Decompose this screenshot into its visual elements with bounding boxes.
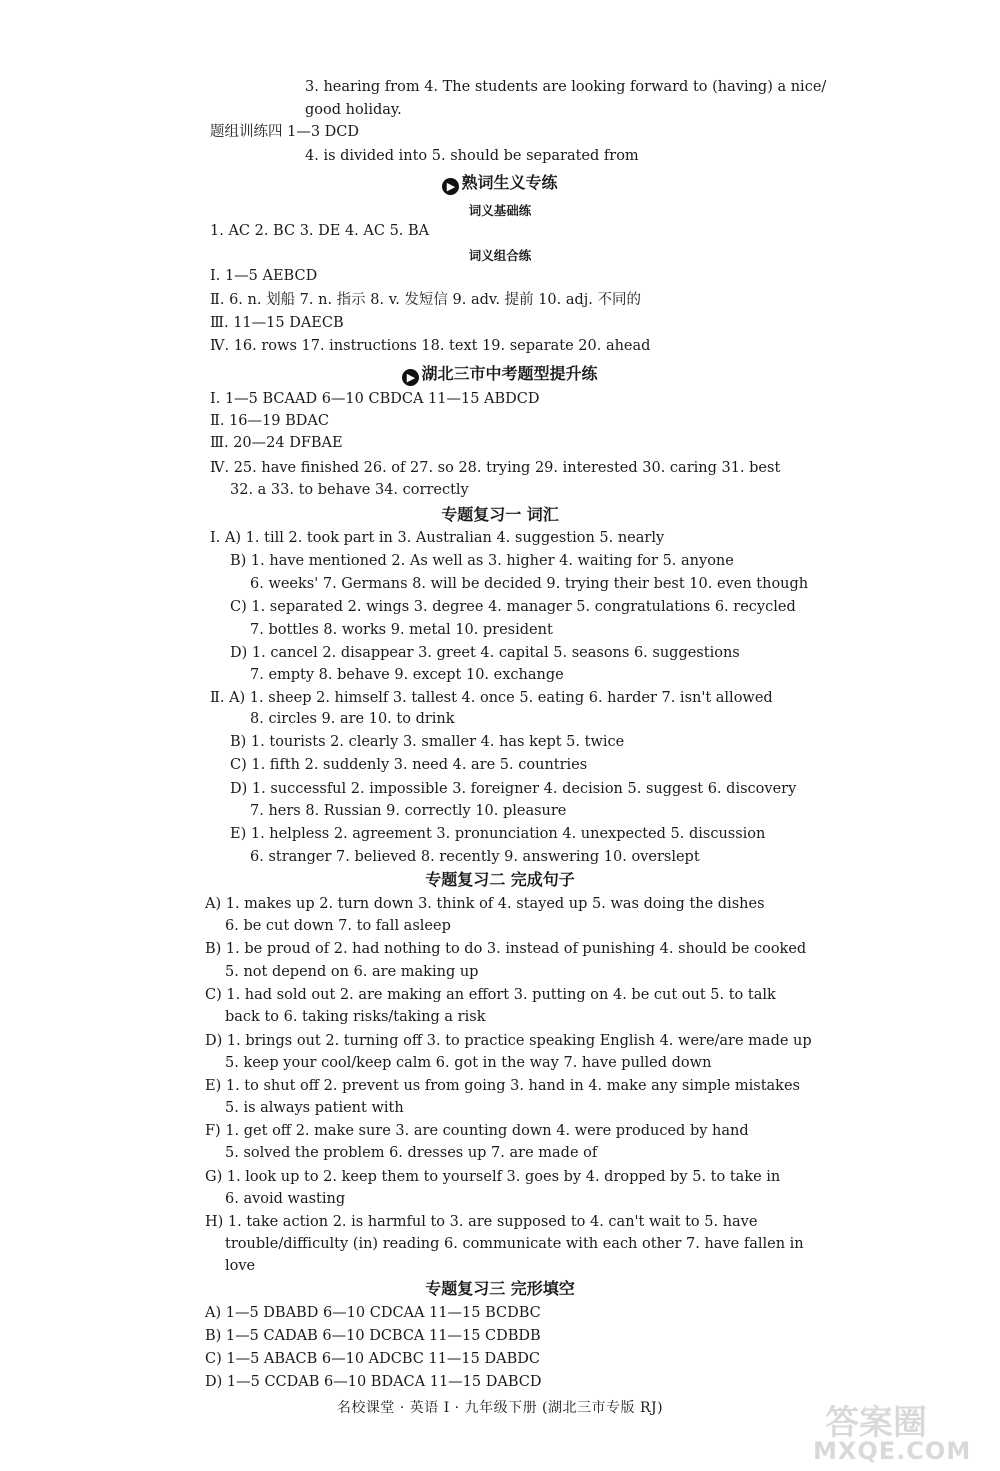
- answer-line: Ⅲ. 11—15 DAECB: [210, 315, 344, 331]
- answer-line: 题组训练四 1—3 DCD: [210, 124, 360, 140]
- answer-line: G) 1. look up to 2. keep them to yourself 3. goes by 4. dropped by 5. to take in: [205, 1169, 781, 1185]
- answer-line: C) 1—5 ABACB 6—10 ADCBC 11—15 DABDC: [205, 1351, 540, 1367]
- section-heading-text: 词义组合练: [468, 248, 532, 263]
- answer-line: 4. is divided into 5. should be separated from: [305, 148, 639, 164]
- answer-line: C) 1. separated 2. wings 3. degree 4. manager 5. congratulations 6. recycled: [230, 599, 796, 615]
- answer-line: D) 1—5 CCDAB 6—10 BDACA 11—15 DABCD: [205, 1374, 542, 1390]
- answer-line: D) 1. successful 2. impossible 3. foreigner 4. decision 5. suggest 6. discovery: [230, 781, 797, 797]
- answer-line: Ⅰ. 1—5 AEBCD: [210, 268, 318, 284]
- section-heading-text: 词义基础练: [468, 203, 532, 218]
- answer-line: Ⅱ. 16—19 BDAC: [210, 413, 329, 429]
- section-heading: [0, 201, 1000, 221]
- play-arrow-icon: ▶: [402, 369, 419, 386]
- answer-line: Ⅰ. A) 1. till 2. took part in 3. Australian 4. suggestion 5. nearly: [210, 530, 665, 546]
- answer-line: Ⅲ. 20—24 DFBAE: [210, 435, 343, 451]
- answer-line: Ⅳ. 25. have finished 26. of 27. so 28. trying 29. interested 30. caring 31. best: [210, 460, 781, 476]
- answer-line: 1. AC 2. BC 3. DE 4. AC 5. BA: [210, 223, 430, 239]
- answer-line: 7. empty 8. behave 9. except 10. exchange: [250, 667, 564, 683]
- section-heading: [0, 361, 1000, 387]
- section-heading-text: 湖北三市中考题型提升练: [421, 364, 598, 383]
- answer-line: good holiday.: [305, 102, 402, 118]
- answer-line: B) 1. have mentioned 2. As well as 3. higher 4. waiting for 5. anyone: [230, 553, 734, 569]
- answer-line: E) 1. helpless 2. agreement 3. pronunciation 4. unexpected 5. discussion: [230, 826, 766, 842]
- answer-line: back to 6. taking risks/taking a risk: [225, 1009, 486, 1025]
- section-heading: [0, 1276, 1000, 1302]
- answer-line: 6. avoid wasting: [225, 1191, 346, 1207]
- answer-line: trouble/difficulty (in) reading 6. communicate with each other 7. have fallen in: [225, 1236, 804, 1252]
- section-heading-text: 专题复习一 词汇: [441, 505, 559, 524]
- answer-line: 6. weeks' 7. Germans 8. will be decided 9. trying their best 10. even though: [250, 576, 809, 592]
- section-heading-text: 熟词生义专练: [461, 173, 558, 192]
- answer-line: 32. a 33. to behave 34. correctly: [230, 482, 469, 498]
- answer-line: H) 1. take action 2. is harmful to 3. are supposed to 4. can't wait to 5. have: [205, 1214, 758, 1230]
- play-arrow-icon: ▶: [442, 178, 459, 195]
- section-heading: [0, 867, 1000, 893]
- answer-line: C) 1. fifth 2. suddenly 3. need 4. are 5. countries: [230, 757, 588, 773]
- watermark-logo: [805, 1395, 990, 1467]
- answer-line: 5. not depend on 6. are making up: [225, 964, 479, 980]
- answer-line: C) 1. had sold out 2. are making an effort 3. putting on 4. be cut out 5. to talk: [205, 987, 776, 1003]
- answer-line: Ⅱ. A) 1. sheep 2. himself 3. tallest 4. once 5. eating 6. harder 7. isn't allowed: [210, 690, 773, 706]
- answer-line: 3. hearing from 4. The students are looking forward to (having) a nice/: [305, 79, 827, 95]
- answer-line: B) 1. tourists 2. clearly 3. smaller 4. has kept 5. twice: [230, 734, 625, 750]
- answer-line: Ⅳ. 16. rows 17. instructions 18. text 19. separate 20. ahead: [210, 338, 651, 354]
- answer-line: Ⅰ. 1—5 BCAAD 6—10 CBDCA 11—15 ABDCD: [210, 391, 540, 407]
- watermark-top-text: 答案圈: [825, 1403, 927, 1443]
- answer-line: D) 1. brings out 2. turning off 3. to practice speaking English 4. were/are made up: [205, 1033, 812, 1049]
- section-heading-text: 专题复习三 完形填空: [425, 1279, 575, 1298]
- answer-line: 5. is always patient with: [225, 1100, 404, 1116]
- answer-line: Ⅱ. 6. n. 划船 7. n. 指示 8. v. 发短信 9. adv. 提前 10. adj. 不同的: [210, 292, 642, 308]
- section-heading-text: 专题复习二 完成句子: [425, 870, 575, 889]
- answer-line: B) 1—5 CADAB 6—10 DCBCA 11—15 CDBDB: [205, 1328, 541, 1344]
- answer-line: 5. solved the problem 6. dresses up 7. are made of: [225, 1145, 598, 1161]
- answer-line: A) 1. makes up 2. turn down 3. think of 4. stayed up 5. was doing the dishes: [205, 896, 765, 912]
- answer-line: 7. hers 8. Russian 9. correctly 10. pleasure: [250, 803, 567, 819]
- answer-line: D) 1. cancel 2. disappear 3. greet 4. capital 5. seasons 6. suggestions: [230, 645, 740, 661]
- answer-line: E) 1. to shut off 2. prevent us from going 3. hand in 4. make any simple mistakes: [205, 1078, 800, 1094]
- answer-line: 6. stranger 7. believed 8. recently 9. answering 10. overslept: [250, 849, 700, 865]
- section-heading: [0, 502, 1000, 528]
- section-heading: [0, 246, 1000, 266]
- answer-line: B) 1. be proud of 2. had nothing to do 3. instead of punishing 4. should be cooked: [205, 941, 807, 957]
- page-footer: 名校课堂 · 英语 Ⅰ · 九年级下册 (湖北三市专版 RJ): [336, 1400, 664, 1416]
- answer-line: love: [225, 1258, 256, 1274]
- answer-line: A) 1—5 DBABD 6—10 CDCAA 11—15 BCDBC: [205, 1305, 541, 1321]
- answer-line: 5. keep your cool/keep calm 6. got in the way 7. have pulled down: [225, 1055, 712, 1071]
- answer-line: 7. bottles 8. works 9. metal 10. president: [250, 622, 553, 638]
- watermark-bottom-text: MXQE.COM: [813, 1437, 972, 1465]
- answer-line: 8. circles 9. are 10. to drink: [250, 711, 455, 727]
- section-heading: [0, 170, 1000, 196]
- answer-line: F) 1. get off 2. make sure 3. are counting down 4. were produced by hand: [205, 1123, 749, 1139]
- answer-line: 6. be cut down 7. to fall asleep: [225, 918, 451, 934]
